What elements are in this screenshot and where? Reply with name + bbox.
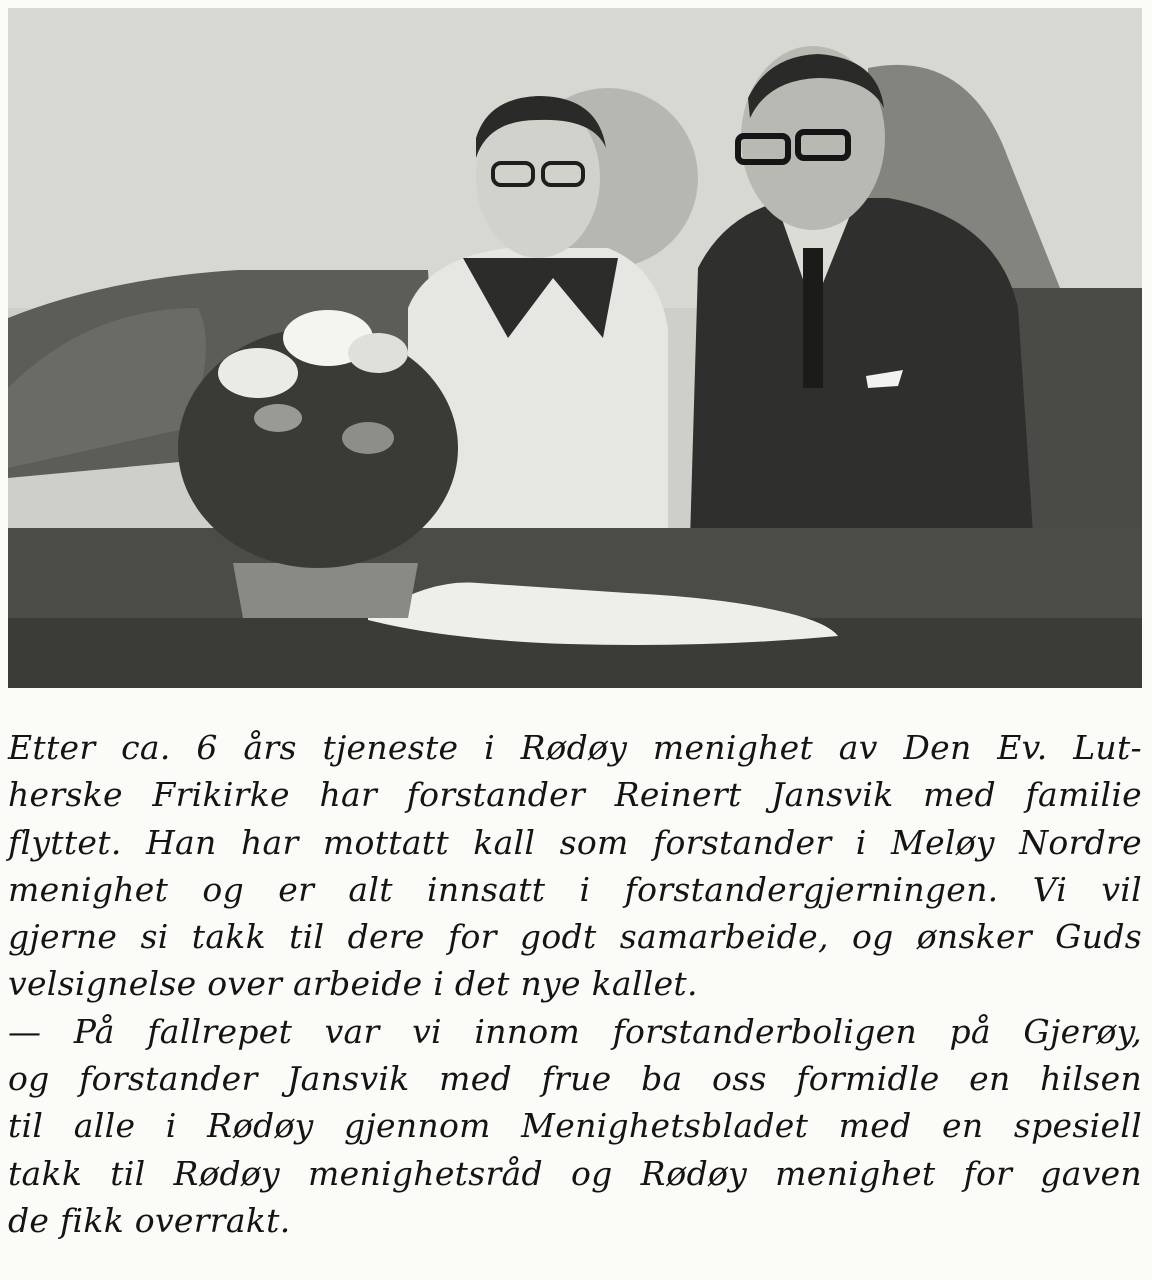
caption-line: herske Frikirke har forstander Reinert Jansvik med familie — [8, 775, 1142, 815]
caption-line: velsignelse over arbeide i det nye kallet. — [8, 964, 698, 1004]
caption-line: de fikk overrakt. — [8, 1200, 291, 1240]
couple-photograph — [8, 8, 1142, 688]
caption-line: menighet og er alt innsatt i forstandergjerningen. Vi vil — [8, 869, 1142, 909]
caption-line: — På fallrepet var vi innom forstanderboligen på Gjerøy, — [8, 1011, 1142, 1051]
photo-caption — [8, 724, 1142, 1244]
portrait-photo-icon — [8, 8, 1142, 688]
caption-line: gjerne si takk til dere for godt samarbeide, og ønsker Guds — [8, 917, 1142, 957]
caption-line: flyttet. Han har mottatt kall som forstander i Meløy Nordre — [8, 822, 1142, 862]
caption-line: takk til Rødøy menighetsråd og Rødøy menighet for gaven — [8, 1153, 1142, 1193]
caption-line: og forstander Jansvik med frue ba oss formidle en hilsen — [8, 1059, 1142, 1099]
caption-line: til alle i Rødøy gjennom Menighetsbladet med en spesiell — [8, 1106, 1142, 1146]
caption-line: Etter ca. 6 års tjeneste i Rødøy menighet av Den Ev. Lut- — [8, 728, 1142, 767]
